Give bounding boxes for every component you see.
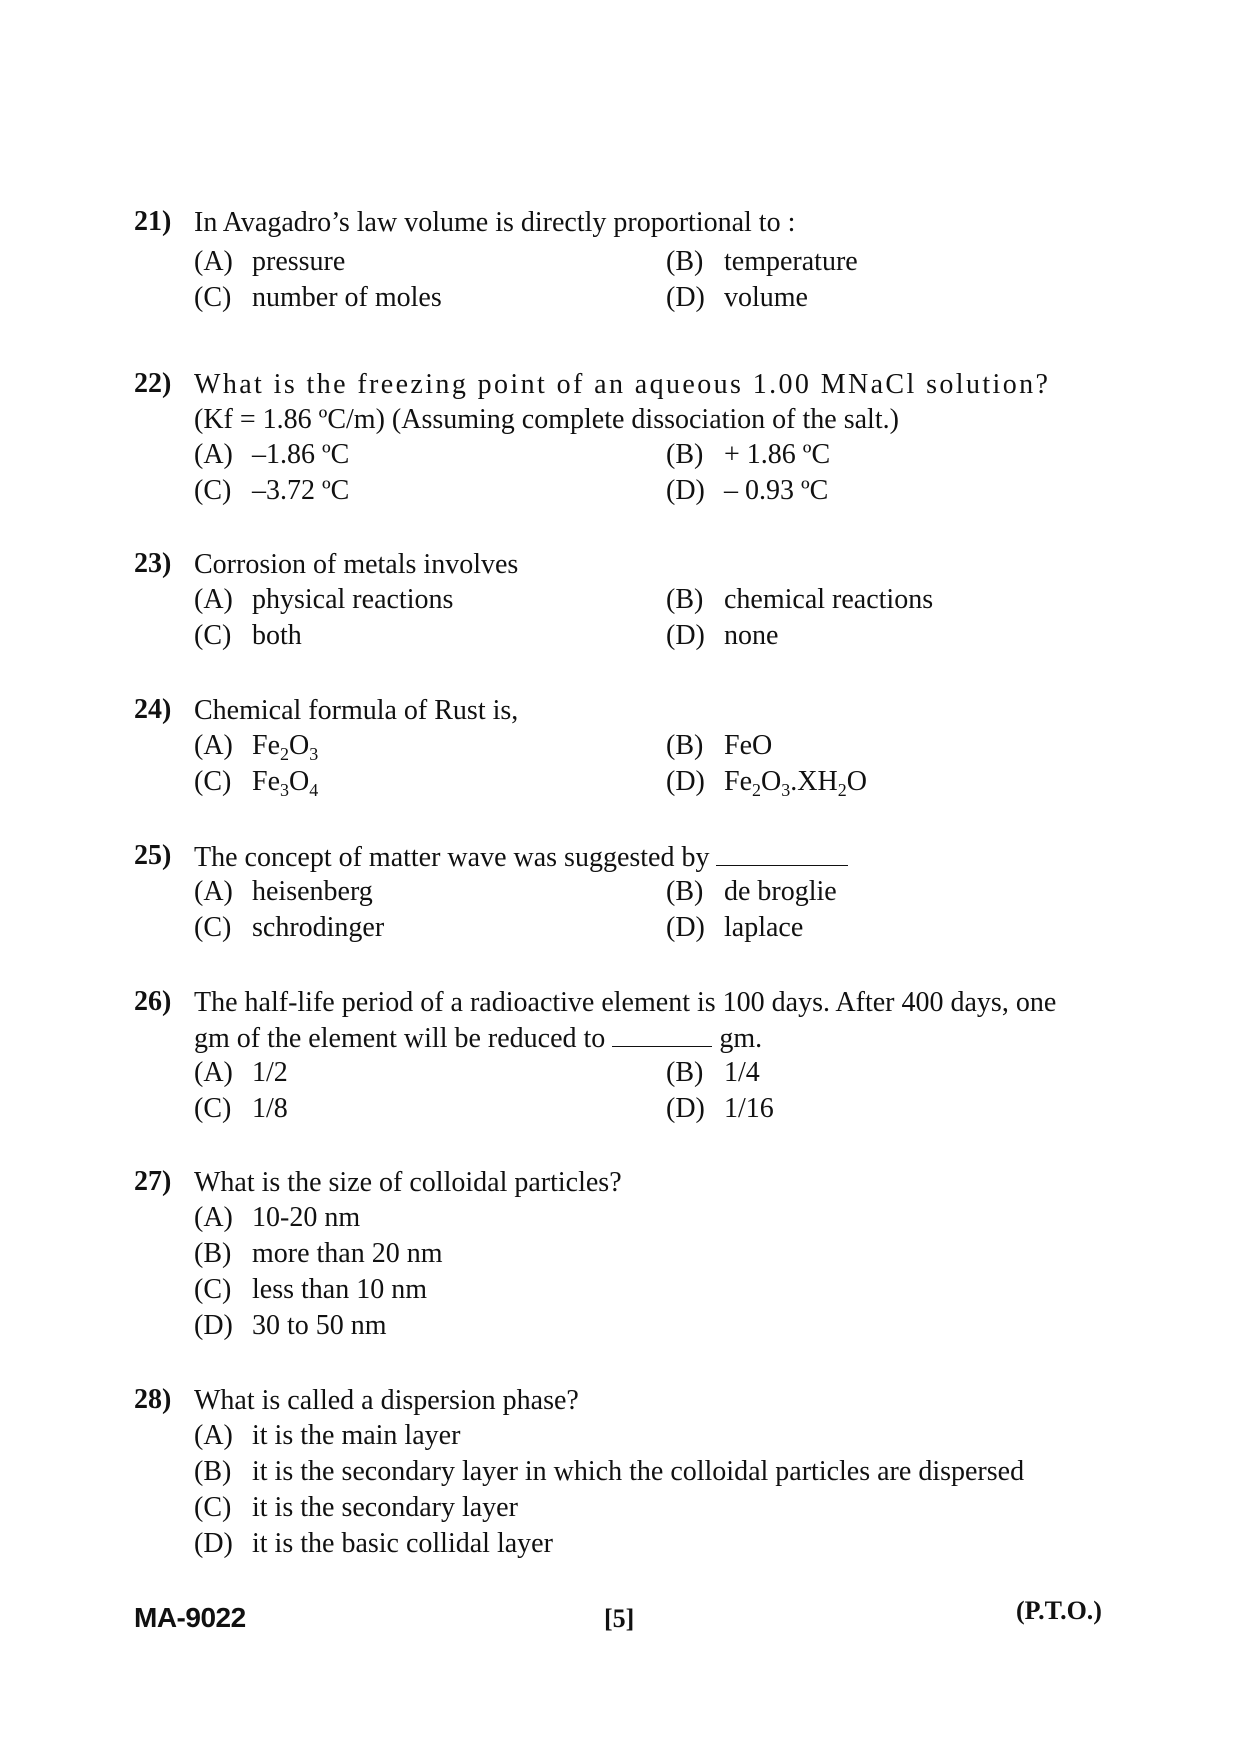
option-d: (D) none (666, 620, 779, 651)
option-b: (B) 1/4 (666, 1057, 760, 1088)
option-c: (C) it is the secondary layer (194, 1492, 518, 1523)
option-a: (A) it is the main layer (194, 1420, 461, 1451)
question-number: 23) (134, 548, 172, 579)
option-b: (B) de broglie (666, 876, 837, 907)
question-text-line-2: (Kf = 1.86 ºC/m) (Assuming complete dissociation of the salt.) (194, 404, 899, 435)
option-b: (B) chemical reactions (666, 584, 934, 615)
option-b: (B) + 1.86 ºC (666, 439, 831, 470)
option-b: (B) it is the secondary layer in which the colloidal particles are dispersed (194, 1456, 1025, 1487)
question-text: What is the freezing point of an aqueous 1.00 MNaCl solution? (194, 369, 1051, 400)
option-a: (A) physical reactions (194, 584, 454, 615)
option-d: (D) 30 to 50 nm (194, 1310, 387, 1341)
option-b: (B) more than 20 nm (194, 1238, 443, 1269)
question-text: Chemical formula of Rust is, (194, 695, 519, 726)
question-text: The half-life period of a radioactive element is 100 days. After 400 days, one (194, 987, 1057, 1018)
question-number: 26) (134, 986, 172, 1017)
paper-code: MA-9022 (134, 1602, 246, 1633)
option-c: (C) 1/8 (194, 1093, 288, 1124)
option-a: (A) –1.86 ºC (194, 439, 350, 470)
option-d: (D) $Fe_2O_3.XH_2O$ (666, 766, 867, 800)
answer-blank (612, 1020, 712, 1047)
option-b: (B) temperature (666, 246, 858, 277)
option-c: (C) less than 10 nm (194, 1274, 427, 1305)
option-d: (D) laplace (666, 912, 804, 943)
option-a: (A) 1/2 (194, 1057, 288, 1088)
question-text-line-2: gm of the element will be reduced to gm. (194, 1020, 1084, 1056)
question-number: 27) (134, 1166, 172, 1197)
option-a: (A) pressure (194, 246, 346, 277)
question-text: Corrosion of metals involves (194, 549, 519, 580)
page-number: [5] (604, 1604, 635, 1633)
option-a: (A) $Fe_2O_3$ (194, 730, 319, 764)
option-b: (B) FeO (666, 730, 773, 761)
question-text: The concept of matter wave was suggested by (194, 839, 1084, 875)
option-d: (D) it is the basic collidal layer (194, 1528, 553, 1559)
option-d: (D) volume (666, 282, 808, 313)
option-d: (D) 1/16 (666, 1093, 774, 1124)
option-c: (C) $Fe_3O_4$ (194, 766, 319, 800)
question-number: 24) (134, 694, 172, 725)
option-a: (A) heisenberg (194, 876, 373, 907)
question-number: 22) (134, 368, 172, 399)
please-turn-over: (P.T.O.) (1016, 1596, 1102, 1625)
question-number: 21) (134, 206, 172, 237)
question-text: What is called a dispersion phase? (194, 1385, 579, 1416)
question-text: What is the size of colloidal particles? (194, 1167, 622, 1198)
option-c: (C) number of moles (194, 282, 442, 313)
option-c: (C) –3.72 ºC (194, 475, 350, 506)
option-c: (C) schrodinger (194, 912, 385, 943)
question-number: 25) (134, 840, 172, 871)
answer-blank (716, 839, 848, 866)
question-number: 28) (134, 1384, 172, 1415)
question-text: In Avagadro’s law volume is directly proportional to : (194, 207, 796, 238)
option-c: (C) both (194, 620, 302, 651)
option-d: (D) – 0.93 ºC (666, 475, 829, 506)
option-a: (A) 10-20 nm (194, 1202, 361, 1233)
